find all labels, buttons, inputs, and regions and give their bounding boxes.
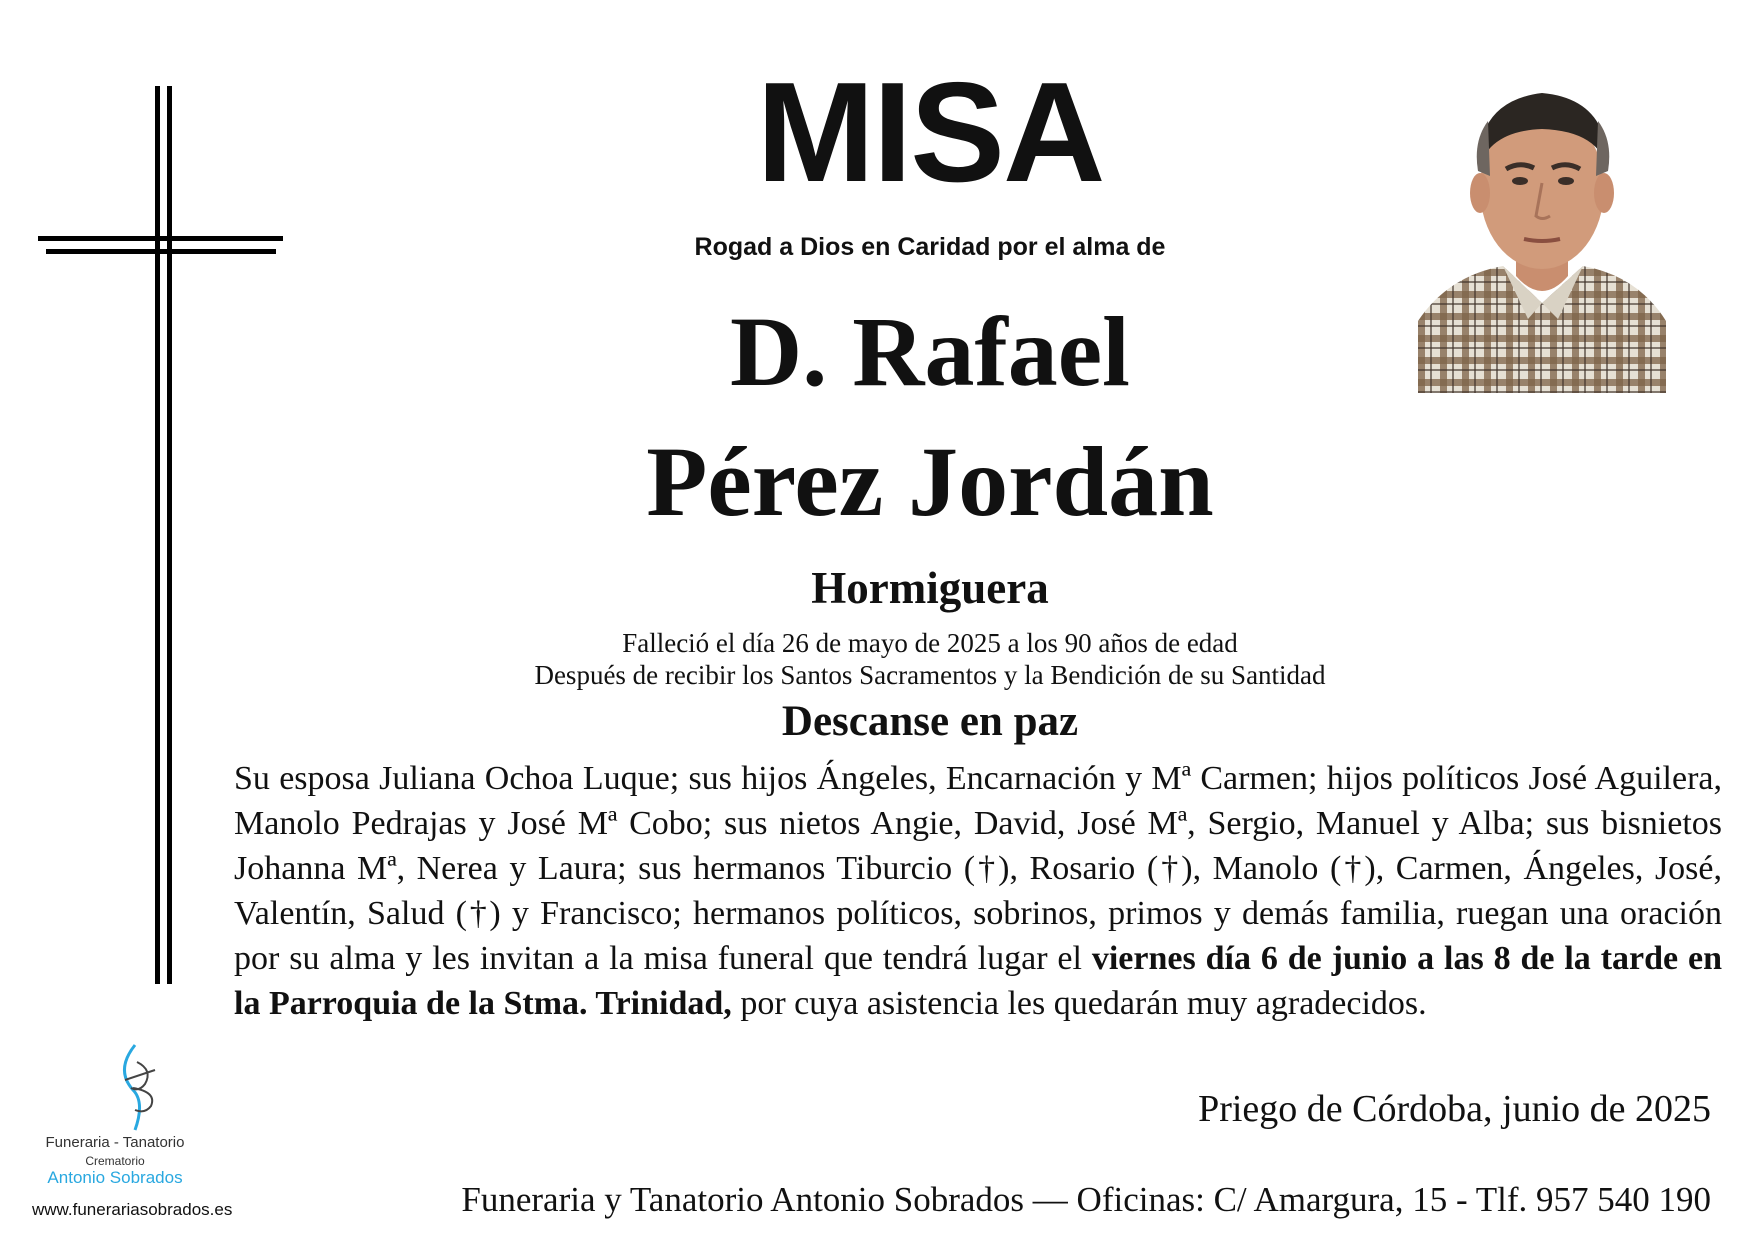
logo-line-1: Funeraria - Tanatorio (45, 1134, 185, 1151)
funeral-home-logo (20, 1040, 240, 1230)
logo-line-2: Crematorio (85, 1154, 145, 1168)
place-date: Priego de Córdoba, junio de 2025 (1198, 1088, 1711, 1130)
death-info: Falleció el día 26 de mayo de 2025 a los 90 años de edad (622, 628, 1238, 658)
logo-website: www.funerariasobrados.es (32, 1200, 233, 1219)
obituary-body (234, 756, 1722, 1026)
body-text-bold: viernes día 6 de junio a las 8 de la tarde en la Parroquia de la Stma. Trinidad, (234, 940, 1722, 1022)
logo-line-3: Antonio Sobrados (47, 1168, 183, 1187)
deceased-name-first: D. Rafael (730, 296, 1130, 407)
body-text-after: por cuya asistencia les quedarán muy agradecidos. (731, 985, 1427, 1022)
page-title: MISA (756, 53, 1104, 212)
logo-mark-icon (95, 1040, 185, 1132)
portrait-photo (1418, 71, 1666, 393)
footer-contact: Funeraria y Tanatorio Antonio Sobrados — Oficinas: C/ Amargura, 15 - Tlf. 957 540 190 (461, 1180, 1711, 1219)
body-text-before: Su esposa Juliana Ochoa Luque; sus hijos Ángeles, Encarnación y Mª Carmen; hijos políticos José Aguilera, Manolo Pedrajas y José Mª Cobo; sus nietos Angie, David, José Mª, Sergio, Manuel y Alba; sus bisnietos Johanna Mª, Nerea y Laura; sus hermanos Tiburcio (†), Rosario (†), Manolo (†), Carmen, Ángeles, José, Valentín, Salud (†) y Francisco; hermanos políticos, sobrinos, primos y demás familia, ruegan una oración por su alma y les invitan a la misa funeral que tendrá lugar el (234, 760, 1722, 977)
sacraments-info: Después de recibir los Santos Sacramentos y la Bendición de su Santidad (534, 660, 1326, 690)
deceased-nickname: Hormiguera (811, 563, 1049, 613)
deceased-name-last: Pérez Jordán (646, 426, 1214, 537)
portrait-icon (1418, 71, 1666, 393)
rest-in-peace: Descanse en paz (781, 698, 1079, 745)
page-subtitle: Rogad a Dios en Caridad por el alma de (694, 233, 1166, 261)
